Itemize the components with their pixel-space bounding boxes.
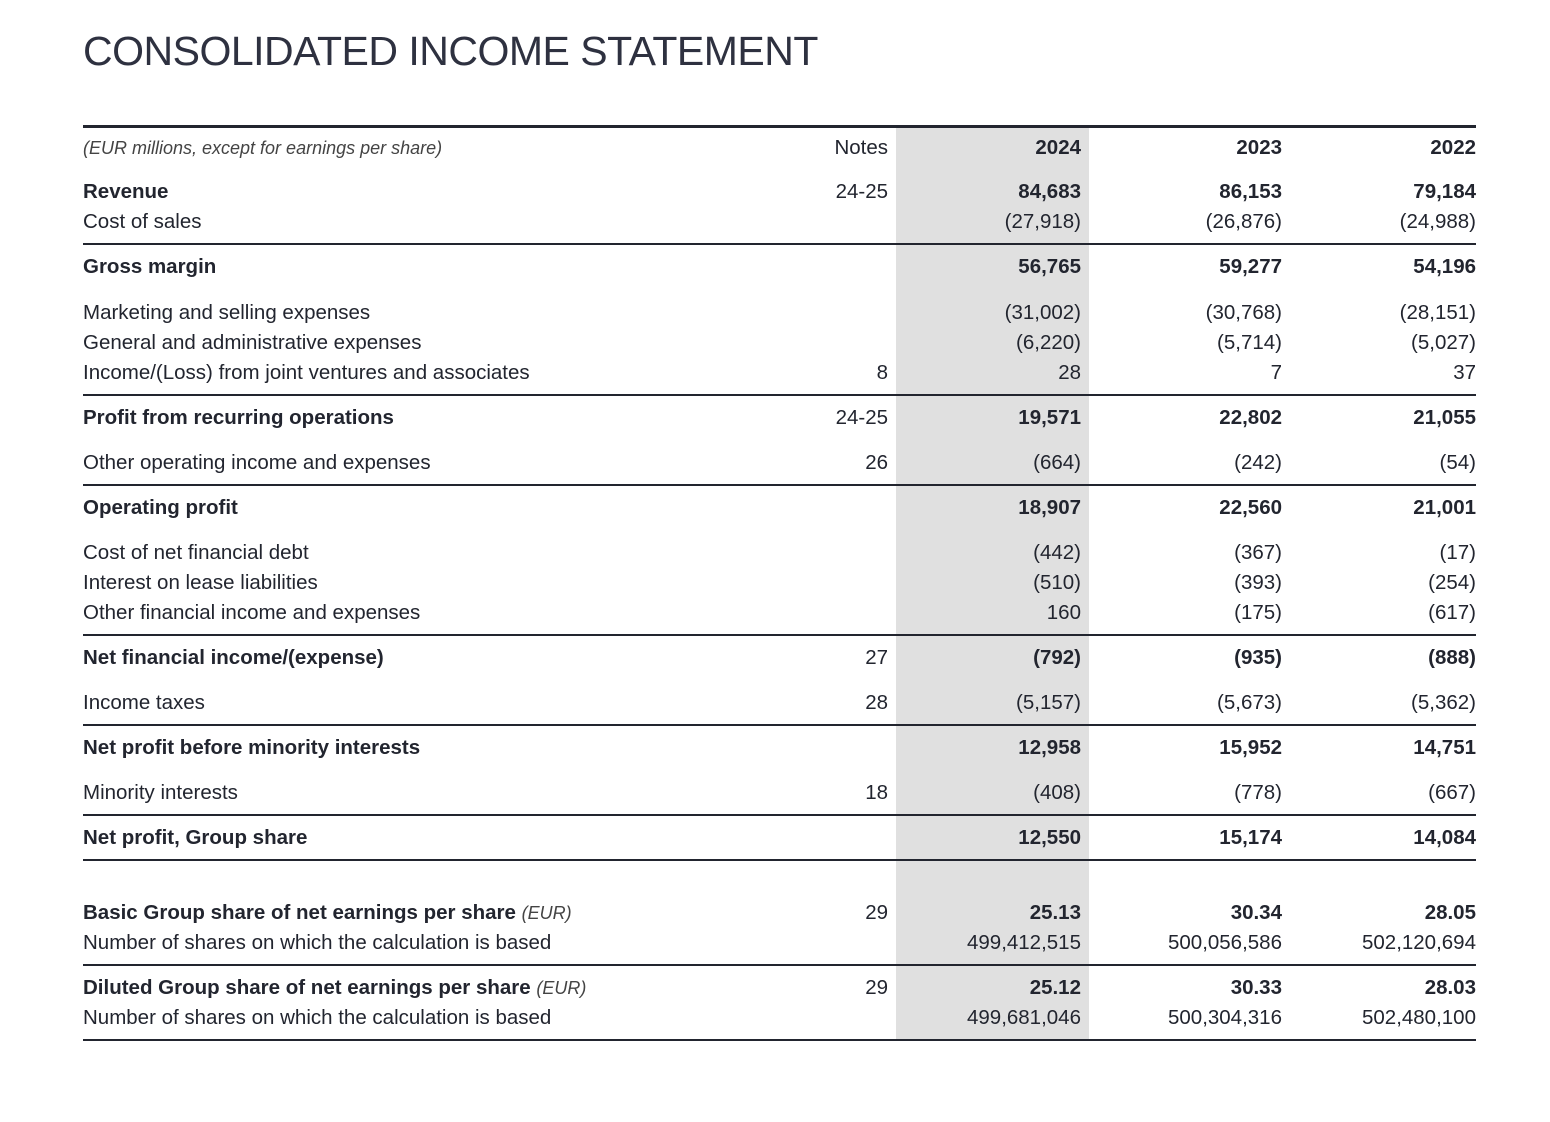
- table-row: [83, 207, 1476, 237]
- value-2024: 25.13: [1029, 901, 1081, 924]
- table-row: [83, 733, 1476, 763]
- value-2023: 7: [1270, 361, 1282, 384]
- divider: [83, 724, 1476, 726]
- value-2023: (5,714): [1217, 331, 1282, 354]
- value-2022: (5,362): [1411, 691, 1476, 714]
- value-2023: 30.33: [1230, 976, 1282, 999]
- row-label: Cost of sales: [83, 210, 202, 233]
- unit-label: (EUR): [536, 978, 587, 998]
- row-label: Net profit, Group share: [83, 826, 308, 849]
- value-2023: (175): [1234, 601, 1282, 624]
- value-2024: 28: [1058, 361, 1081, 384]
- row-label-text: Diluted Group share of net earnings per share: [83, 976, 531, 999]
- value-2022: 14,084: [1413, 826, 1476, 849]
- value-2022: 502,120,694: [1361, 931, 1476, 954]
- value-2024: (5,157): [1016, 691, 1081, 714]
- year-2022-column-header: 2022: [1430, 136, 1476, 159]
- value-2024: 18,907: [1018, 496, 1081, 519]
- table-row: [83, 1003, 1476, 1033]
- table-row: [83, 328, 1476, 358]
- value-2022: (254): [1428, 571, 1476, 594]
- page-title: CONSOLIDATED INCOME STATEMENT: [83, 28, 818, 74]
- row-label: Cost of net financial debt: [83, 541, 309, 564]
- table-row: [83, 928, 1476, 958]
- table-row: [83, 298, 1476, 328]
- value-2022: (617): [1428, 601, 1476, 624]
- value-2024: 19,571: [1018, 406, 1081, 429]
- year-2024-column-header: 2024: [1035, 136, 1081, 159]
- year-2023-column-header: 2023: [1236, 136, 1282, 159]
- value-2022: 28.03: [1424, 976, 1476, 999]
- row-label: Net profit before minority interests: [83, 736, 421, 759]
- row-label: Number of shares on which the calculation is based: [83, 1006, 552, 1029]
- divider: [83, 859, 1476, 861]
- row-label: General and administrative expenses: [83, 331, 422, 354]
- value-2023: (935): [1234, 646, 1282, 669]
- row-notes: 26: [865, 451, 888, 474]
- table-row: [83, 688, 1476, 718]
- value-2022: 502,480,100: [1361, 1006, 1476, 1029]
- value-2022: 28.05: [1424, 901, 1476, 924]
- value-2023: 500,056,586: [1167, 931, 1282, 954]
- table-row: [83, 403, 1476, 433]
- divider: [83, 964, 1476, 966]
- row-notes: 28: [865, 691, 888, 714]
- row-notes: 24-25: [835, 180, 888, 203]
- row-label: Net financial income/(expense): [83, 646, 384, 669]
- table-row: [83, 448, 1476, 478]
- table-row: [83, 568, 1476, 598]
- row-label: Interest on lease liabilities: [83, 571, 318, 594]
- value-2024: 499,412,515: [966, 931, 1081, 954]
- row-label: Operating profit: [83, 496, 238, 519]
- row-label: Gross margin: [83, 255, 217, 278]
- table-row: [83, 358, 1476, 388]
- value-2024: (6,220): [1016, 331, 1081, 354]
- value-2024: (27,918): [1004, 210, 1081, 233]
- value-2023: (5,673): [1217, 691, 1282, 714]
- table-row: [83, 898, 1476, 928]
- table-header-row: [83, 133, 1476, 163]
- table-row: [83, 493, 1476, 523]
- row-notes: 8: [876, 361, 888, 384]
- value-2023: 15,174: [1219, 826, 1282, 849]
- row-label: Other financial income and expenses: [83, 601, 421, 624]
- value-2024: 56,765: [1018, 255, 1081, 278]
- unit-label: (EUR): [521, 903, 572, 923]
- value-2024: (792): [1033, 646, 1081, 669]
- table-row: [83, 252, 1476, 282]
- divider: [83, 243, 1476, 245]
- income-statement-table: [83, 0, 1476, 1122]
- value-2023: (367): [1234, 541, 1282, 564]
- divider: [83, 484, 1476, 486]
- table-row: [83, 538, 1476, 568]
- value-2023: 86,153: [1219, 180, 1282, 203]
- value-2024: (408): [1033, 781, 1081, 804]
- table-row: [83, 643, 1476, 673]
- table-row: [83, 823, 1476, 853]
- value-2023: 22,560: [1219, 496, 1282, 519]
- value-2022: (667): [1428, 781, 1476, 804]
- value-2024: 12,958: [1018, 736, 1081, 759]
- value-2022: 21,055: [1413, 406, 1476, 429]
- value-2023: 59,277: [1219, 255, 1282, 278]
- divider: [83, 394, 1476, 396]
- value-2023: (393): [1234, 571, 1282, 594]
- row-notes: 29: [865, 976, 888, 999]
- row-label: Minority interests: [83, 781, 238, 804]
- value-2022: 54,196: [1413, 255, 1476, 278]
- value-2022: (54): [1439, 451, 1476, 474]
- value-2022: (888): [1428, 646, 1476, 669]
- divider: [83, 634, 1476, 636]
- row-notes: 18: [865, 781, 888, 804]
- row-notes: 27: [865, 646, 888, 669]
- row-notes: 24-25: [835, 406, 888, 429]
- value-2023: (242): [1234, 451, 1282, 474]
- value-2023: 30.34: [1230, 901, 1282, 924]
- row-label: Other operating income and expenses: [83, 451, 431, 474]
- table-row: [83, 598, 1476, 628]
- value-2023: (30,768): [1205, 301, 1282, 324]
- value-2024: (510): [1033, 571, 1081, 594]
- row-notes: 29: [865, 901, 888, 924]
- row-label: Number of shares on which the calculation is based: [83, 931, 552, 954]
- value-2022: 37: [1453, 361, 1476, 384]
- value-2024: 499,681,046: [966, 1006, 1081, 1029]
- row-label: [83, 898, 572, 928]
- table-row: [83, 973, 1476, 1003]
- value-2023: 500,304,316: [1167, 1006, 1282, 1029]
- value-2022: (24,988): [1399, 210, 1476, 233]
- table-row: [83, 778, 1476, 808]
- value-2022: 21,001: [1413, 496, 1476, 519]
- value-2022: (17): [1439, 541, 1476, 564]
- value-2024: 12,550: [1018, 826, 1081, 849]
- value-2023: 22,802: [1219, 406, 1282, 429]
- row-label-text: Basic Group share of net earnings per share: [83, 901, 516, 924]
- value-2022: 14,751: [1413, 736, 1476, 759]
- value-2022: 79,184: [1413, 180, 1476, 203]
- value-2024: (664): [1033, 451, 1081, 474]
- value-2024: (442): [1033, 541, 1081, 564]
- value-2024: 25.12: [1029, 976, 1081, 999]
- row-label: Income taxes: [83, 691, 205, 714]
- units-caption: (EUR millions, except for earnings per share): [83, 138, 443, 158]
- value-2024: 160: [1046, 601, 1081, 624]
- divider: [83, 814, 1476, 816]
- value-2022: (28,151): [1399, 301, 1476, 324]
- row-label: [83, 973, 586, 1003]
- divider: [83, 1039, 1476, 1041]
- row-label: Marketing and selling expenses: [83, 301, 371, 324]
- row-label: Profit from recurring operations: [83, 406, 394, 429]
- row-label: Income/(Loss) from joint ventures and associates: [83, 361, 530, 384]
- value-2022: (5,027): [1411, 331, 1476, 354]
- value-2024: (31,002): [1004, 301, 1081, 324]
- notes-column-header: Notes: [834, 136, 888, 159]
- value-2023: (26,876): [1205, 210, 1282, 233]
- value-2024: 84,683: [1018, 180, 1081, 203]
- row-label: Revenue: [83, 180, 169, 203]
- table-row: [83, 177, 1476, 207]
- value-2023: (778): [1234, 781, 1282, 804]
- value-2023: 15,952: [1219, 736, 1282, 759]
